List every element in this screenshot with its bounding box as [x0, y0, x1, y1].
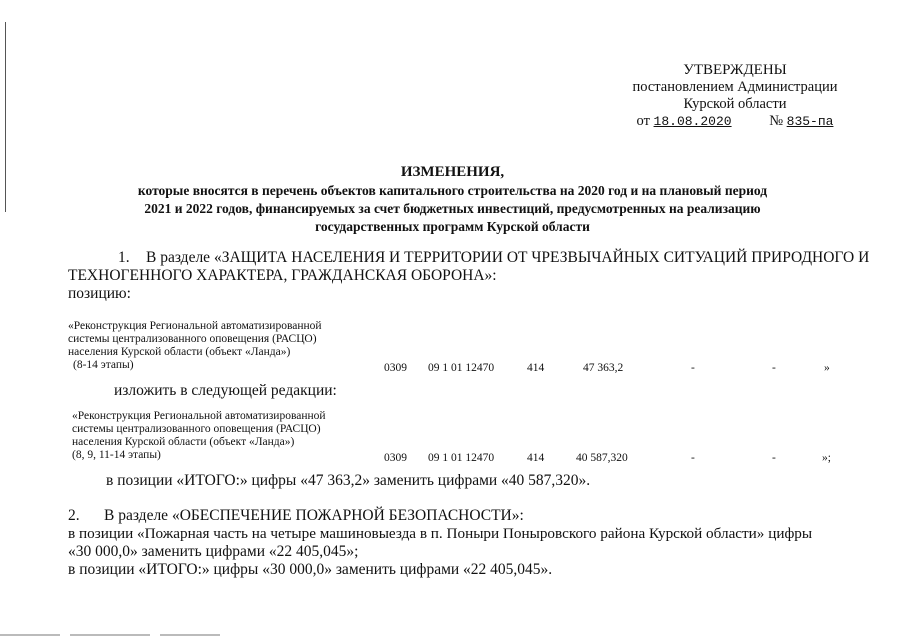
row-new-name: «Реконструкция Региональной автоматизированной системы централизованного оповещения (РАСЦО) населения Курской области (объект «Ланда») (8, 9, 11-14 этапы): [72, 410, 326, 461]
section2-line1: в позиции «Пожарная часть на четыре машиновыезда в п. Поныри Поныровского района Курской области» цифры: [68, 525, 813, 542]
doc-title: ИЗМЕНЕНИЯ,: [400, 164, 505, 180]
approval-number: 835-па: [786, 114, 834, 129]
doc-subtitle-1: которые вносятся в перечень объектов капитального строительства на 2020 год и на плановый период: [137, 183, 768, 198]
section2-title: В разделе «ОБЕСПЕЧЕНИЕ ПОЖАРНОЙ БЕЗОПАСНОСТИ»:: [104, 507, 524, 524]
row-old-vr: 414: [527, 362, 545, 374]
row-old-csr: 09 1 01 12470: [428, 362, 495, 374]
section1-total: в позиции «ИТОГО:» цифры «47 363,2» заменить цифрами «40 587,320».: [106, 472, 591, 489]
section1-line2: ТЕХНОГЕННОГО ХАРАКТЕРА, ГРАЖДАНСКАЯ ОБОРОНА»:: [68, 267, 497, 284]
number-prefix: №: [769, 113, 784, 129]
section1-line1: В разделе «ЗАЩИТА НАСЕЛЕНИЯ И ТЕРРИТОРИИ ОТ ЧРЕЗВЫЧАЙНЫХ СИТУАЦИЙ ПРИРОДНОГО И: [146, 249, 870, 266]
section1-number: 1.: [118, 249, 130, 266]
row-new-end: »;: [822, 452, 831, 464]
row-old-name: «Реконструкция Региональной автоматизированной системы централизованного оповещения (РАСЦО) населения Курской области (объект «Ланда») (8-14 этапы): [68, 320, 322, 371]
approval-block: [600, 62, 870, 130]
row-new-code: 0309: [384, 452, 407, 464]
doc-subtitle-2: 2021 и 2022 годов, финансируемых за счет бюджетных инвестиций, предусмотренных на реализацию: [144, 201, 761, 216]
scan-noise: [70, 634, 150, 636]
approval-date: 18.08.2020: [653, 114, 732, 129]
row-old-code: 0309: [384, 362, 407, 374]
row-new-amount: 40 587,320: [576, 452, 628, 464]
scan-noise: [160, 634, 220, 636]
row-new-2022: -: [772, 452, 776, 464]
section2-line3: в позиции «ИТОГО:» цифры «30 000,0» заменить цифрами «22 405,045».: [68, 561, 553, 578]
approved-line2: Курской области: [683, 96, 787, 112]
row-new-csr: 09 1 01 12470: [428, 452, 495, 464]
section2-number: 2.: [68, 507, 80, 524]
section2-line2: «30 000,0» заменить цифрами «22 405,045»;: [68, 543, 359, 560]
row-old-amount: 47 363,2: [583, 362, 624, 374]
row-new-2021: -: [691, 452, 695, 464]
restate-label: изложить в следующей редакции:: [114, 382, 337, 399]
approved-title: УТВЕРЖДЕНЫ: [683, 62, 787, 78]
approved-line1: постановлением Администрации: [632, 79, 838, 95]
approved-date-line: [600, 113, 870, 130]
row-new-vr: 414: [527, 452, 545, 464]
scan-noise: [0, 634, 60, 636]
doc-subtitle-3: государственных программ Курской области: [315, 219, 590, 234]
row-old-2022: -: [772, 362, 776, 374]
row-old-end: »: [824, 362, 830, 374]
section1-position-label: позицию:: [68, 285, 131, 302]
row-old-2021: -: [691, 362, 695, 374]
date-prefix: от: [636, 113, 650, 129]
